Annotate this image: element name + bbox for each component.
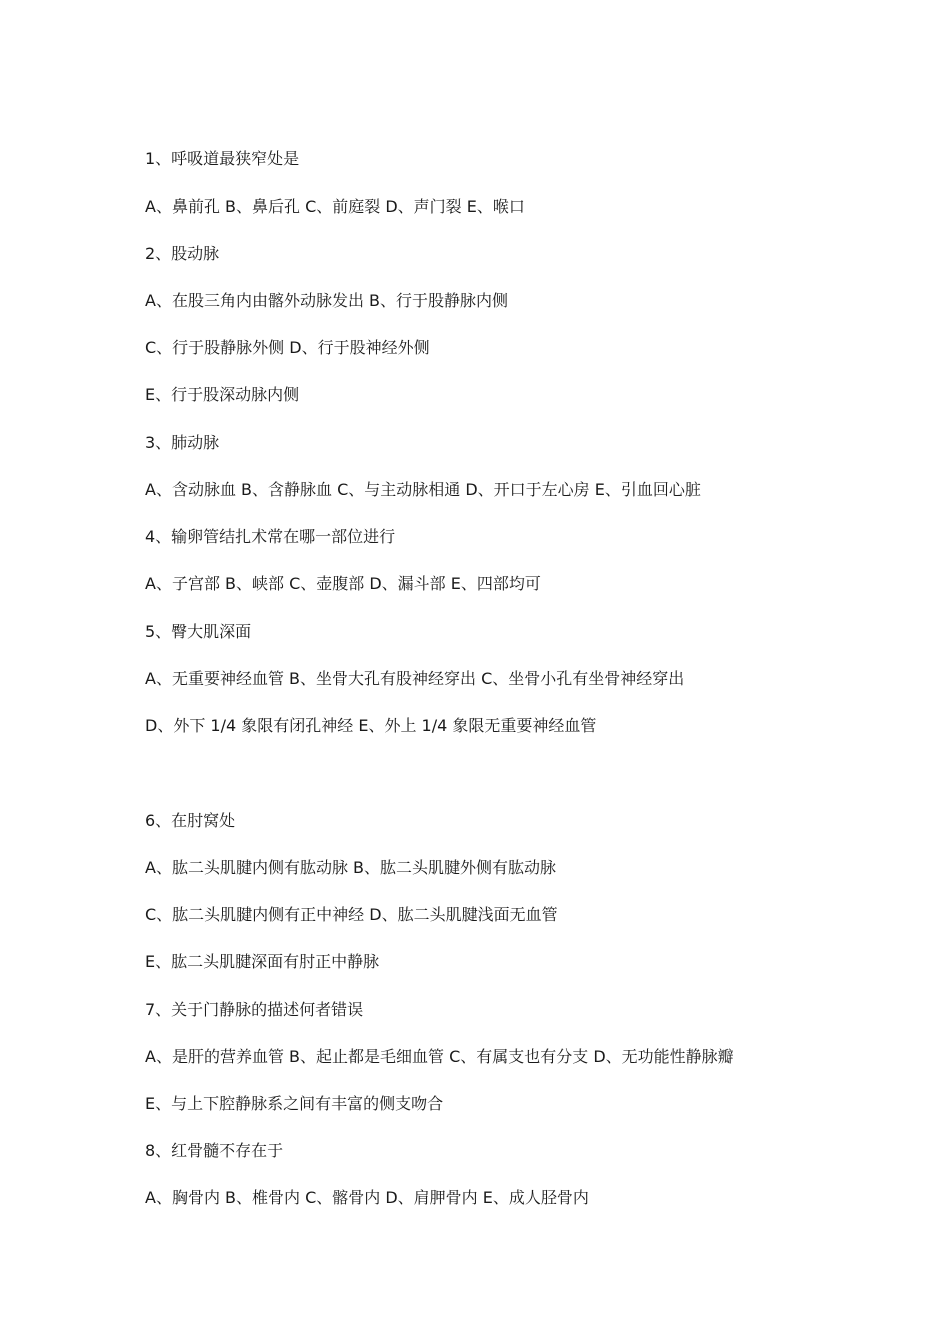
question-4: 4、输卵管结扎术常在哪一部位进行 xyxy=(145,527,396,546)
question-4-options: A、子宫部 B、峡部 C、壶腹部 D、漏斗部 E、四部均可 xyxy=(145,574,541,593)
question-1: 1、呼吸道最狭窄处是 xyxy=(145,149,300,168)
question-2-options-e: E、行于股深动脉内侧 xyxy=(145,385,300,404)
question-6-options-a-b: A、肱二头肌腱内侧有肱动脉 B、肱二头肌腱外侧有肱动脉 xyxy=(145,858,557,877)
question-5: 5、臀大肌深面 xyxy=(145,622,252,641)
question-2-options-a-b: A、在股三角内由髂外动脉发出 B、行于股静脉内侧 xyxy=(145,291,509,310)
question-6: 6、在肘窝处 xyxy=(145,811,236,830)
question-7-options-e: E、与上下腔静脉系之间有丰富的侧支吻合 xyxy=(145,1094,444,1113)
question-7: 7、关于门静脉的描述何者错误 xyxy=(145,1000,364,1019)
question-3: 3、肺动脉 xyxy=(145,433,220,452)
question-3-options: A、含动脉血 B、含静脉血 C、与主动脉相通 D、开口于左心房 E、引血回心脏 xyxy=(145,480,701,499)
question-5-options-a-c: A、无重要神经血管 B、坐骨大孔有股神经穿出 C、坐骨小孔有坐骨神经穿出 xyxy=(145,669,685,688)
question-8-options: A、胸骨内 B、椎骨内 C、髂骨内 D、肩胛骨内 E、成人胫骨内 xyxy=(145,1188,589,1207)
question-8: 8、红骨髓不存在于 xyxy=(145,1141,284,1160)
question-2-options-c-d: C、行于股静脉外侧 D、行于股神经外侧 xyxy=(145,338,430,357)
question-5-options-d-e: D、外下 1/4 象限有闭孔神经 E、外上 1/4 象限无重要神经血管 xyxy=(145,716,597,735)
question-1-options: A、鼻前孔 B、鼻后孔 C、前庭裂 D、声门裂 E、喉口 xyxy=(145,197,525,216)
question-2: 2、股动脉 xyxy=(145,244,220,263)
question-6-options-e: E、肱二头肌腱深面有肘正中静脉 xyxy=(145,952,380,971)
question-7-options-a-d: A、是肝的营养血管 B、起止都是毛细血管 C、有属支也有分支 D、无功能性静脉瓣 xyxy=(145,1047,734,1066)
question-6-options-c-d: C、肱二头肌腱内侧有正中神经 D、肱二头肌腱浅面无血管 xyxy=(145,905,558,924)
